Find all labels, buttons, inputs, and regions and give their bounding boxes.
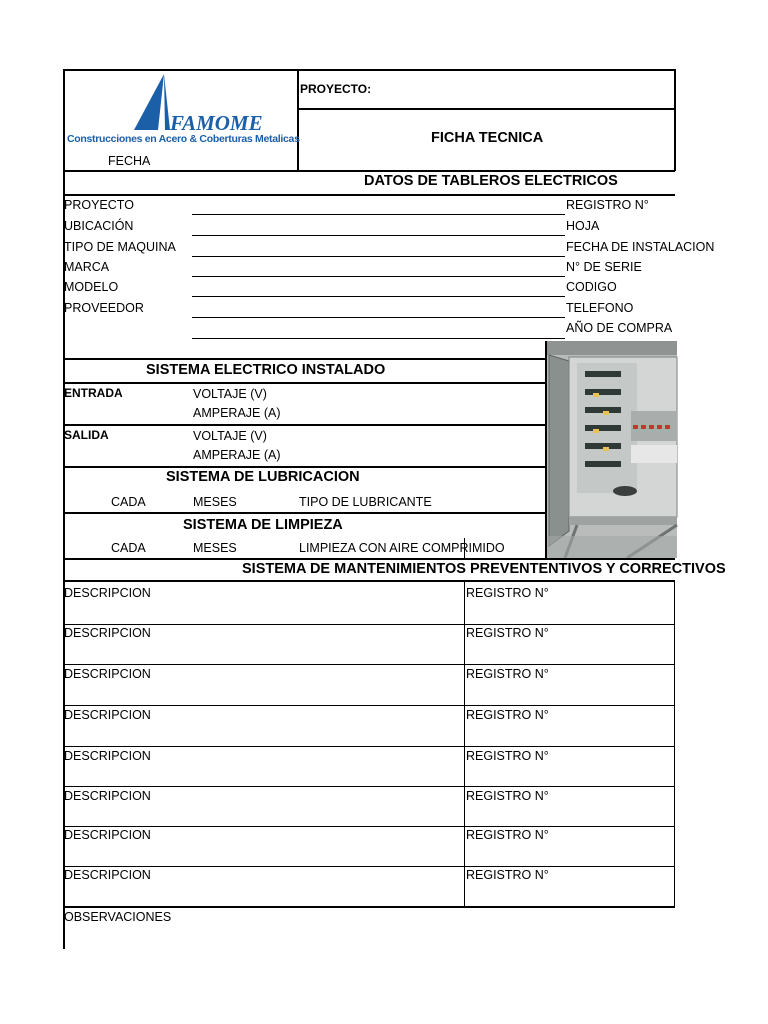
logo-tagline: Construcciones en Acero & Coberturas Metalicas	[67, 133, 300, 145]
salida-amperaje: AMPERAJE (A)	[193, 448, 281, 462]
fecha-label: FECHA	[108, 154, 151, 168]
salida-label: SALIDA	[64, 428, 109, 442]
input-line-marca[interactable]	[192, 276, 565, 277]
entrada-voltaje: VOLTAJE (V)	[193, 387, 267, 401]
mant-row-6-divider	[63, 826, 675, 827]
header-right-border	[674, 69, 676, 171]
field-codigo: CODIGO	[566, 280, 617, 294]
mant-row-8-desc: DESCRIPCION	[64, 868, 151, 882]
datos-section-title: DATOS DE TABLEROS ELECTRICOS	[364, 173, 618, 189]
header-mid-border	[297, 108, 675, 110]
entrada-divider	[63, 424, 545, 426]
mantenimiento-right-border	[674, 580, 675, 907]
top-border	[63, 69, 675, 71]
electrico-section-title: SISTEMA ELECTRICO INSTALADO	[146, 362, 386, 378]
mant-row-3-divider	[63, 705, 675, 706]
mantenimiento-bottom-border	[63, 906, 675, 908]
field-proyecto: PROYECTO	[64, 198, 134, 212]
field-fecha-instalacion: FECHA DE INSTALACION	[566, 240, 715, 254]
field-proveedor: PROVEEDOR	[64, 301, 144, 315]
lubricacion-section-title: SISTEMA DE LUBRICACION	[166, 469, 360, 485]
electrical-panel-image-icon	[547, 341, 677, 558]
mant-row-2-reg: REGISTRO N°	[466, 626, 549, 640]
mant-row-5-desc: DESCRIPCION	[64, 749, 151, 763]
input-line-proveedor[interactable]	[192, 317, 565, 318]
lubricacion-top-border	[63, 466, 545, 468]
header-bottom-border	[63, 170, 675, 172]
limpieza-cada: CADA	[111, 541, 146, 555]
lubricacion-cada: CADA	[111, 495, 146, 509]
lubricacion-tipo: TIPO DE LUBRICANTE	[299, 495, 432, 509]
mant-row-7-divider	[63, 866, 675, 867]
input-line-extra[interactable]	[192, 338, 565, 339]
field-telefono: TELEFONO	[566, 301, 634, 315]
entrada-amperaje: AMPERAJE (A)	[193, 406, 281, 420]
panel-photo	[545, 341, 677, 558]
electrico-title-underline	[63, 382, 545, 384]
page-title: FICHA TECNICA	[431, 130, 544, 146]
input-line-ubicacion[interactable]	[192, 235, 565, 236]
proyecto-header-label: PROYECTO:	[300, 82, 372, 96]
mantenimiento-section-title: SISTEMA DE MANTENIMIENTOS PREVENTENTIVOS Y CORRECTIVOS	[242, 561, 726, 577]
mant-row-1-reg: REGISTRO N°	[466, 586, 549, 600]
mantenimiento-title-cell	[64, 560, 726, 580]
input-line-proyecto[interactable]	[192, 214, 565, 215]
mant-row-4-desc: DESCRIPCION	[64, 708, 151, 722]
field-ano-compra: AÑO DE COMPRA	[566, 321, 673, 335]
mant-row-1-divider	[63, 624, 675, 625]
mant-row-6-reg: REGISTRO N°	[466, 789, 549, 803]
salida-voltaje: VOLTAJE (V)	[193, 429, 267, 443]
mant-row-7-desc: DESCRIPCION	[64, 828, 151, 842]
mant-row-7-reg: REGISTRO N°	[466, 828, 549, 842]
observaciones-label: OBSERVACIONES	[64, 910, 172, 924]
lubricacion-bottom-border	[63, 512, 545, 514]
mant-row-3-desc: DESCRIPCION	[64, 667, 151, 681]
mantenimiento-title-underline	[63, 580, 675, 582]
header-divider	[297, 69, 299, 171]
right-fields-column	[566, 196, 715, 346]
field-numero-serie: N° DE SERIE	[566, 260, 642, 274]
mant-row-6-desc: DESCRIPCION	[64, 789, 151, 803]
mant-row-3-reg: REGISTRO N°	[466, 667, 549, 681]
mant-row-5-divider	[63, 786, 675, 787]
lubricacion-meses: MESES	[193, 495, 237, 509]
field-modelo: MODELO	[64, 280, 119, 294]
field-registro: REGISTRO N°	[566, 198, 649, 212]
mant-row-4-reg: REGISTRO N°	[466, 708, 549, 722]
limpieza-cell-divider	[464, 538, 465, 558]
input-line-tipo-maquina[interactable]	[192, 256, 565, 257]
limpieza-section-title: SISTEMA DE LIMPIEZA	[183, 517, 343, 533]
mant-row-4-divider	[63, 746, 675, 747]
mant-row-2-divider	[63, 664, 675, 665]
field-hoja: HOJA	[566, 219, 600, 233]
mant-row-1-desc: DESCRIPCION	[64, 586, 151, 600]
mantenimiento-column-divider	[464, 580, 465, 907]
electrico-top-border	[63, 358, 545, 360]
input-line-modelo[interactable]	[192, 296, 565, 297]
mant-row-8-reg: REGISTRO N°	[466, 868, 549, 882]
mant-row-5-reg: REGISTRO N°	[466, 749, 549, 763]
limpieza-meses: MESES	[193, 541, 237, 555]
mant-row-2-desc: DESCRIPCION	[64, 626, 151, 640]
logo-brand: FAMOME	[170, 111, 263, 135]
limpieza-tipo: LIMPIEZA CON AIRE COMPRIMIDO	[299, 541, 505, 555]
field-ubicacion: UBICACIÓN	[64, 219, 134, 233]
entrada-label: ENTRADA	[64, 386, 123, 400]
field-tipo-maquina: TIPO DE MAQUINA	[64, 240, 176, 254]
field-marca: MARCA	[64, 260, 110, 274]
